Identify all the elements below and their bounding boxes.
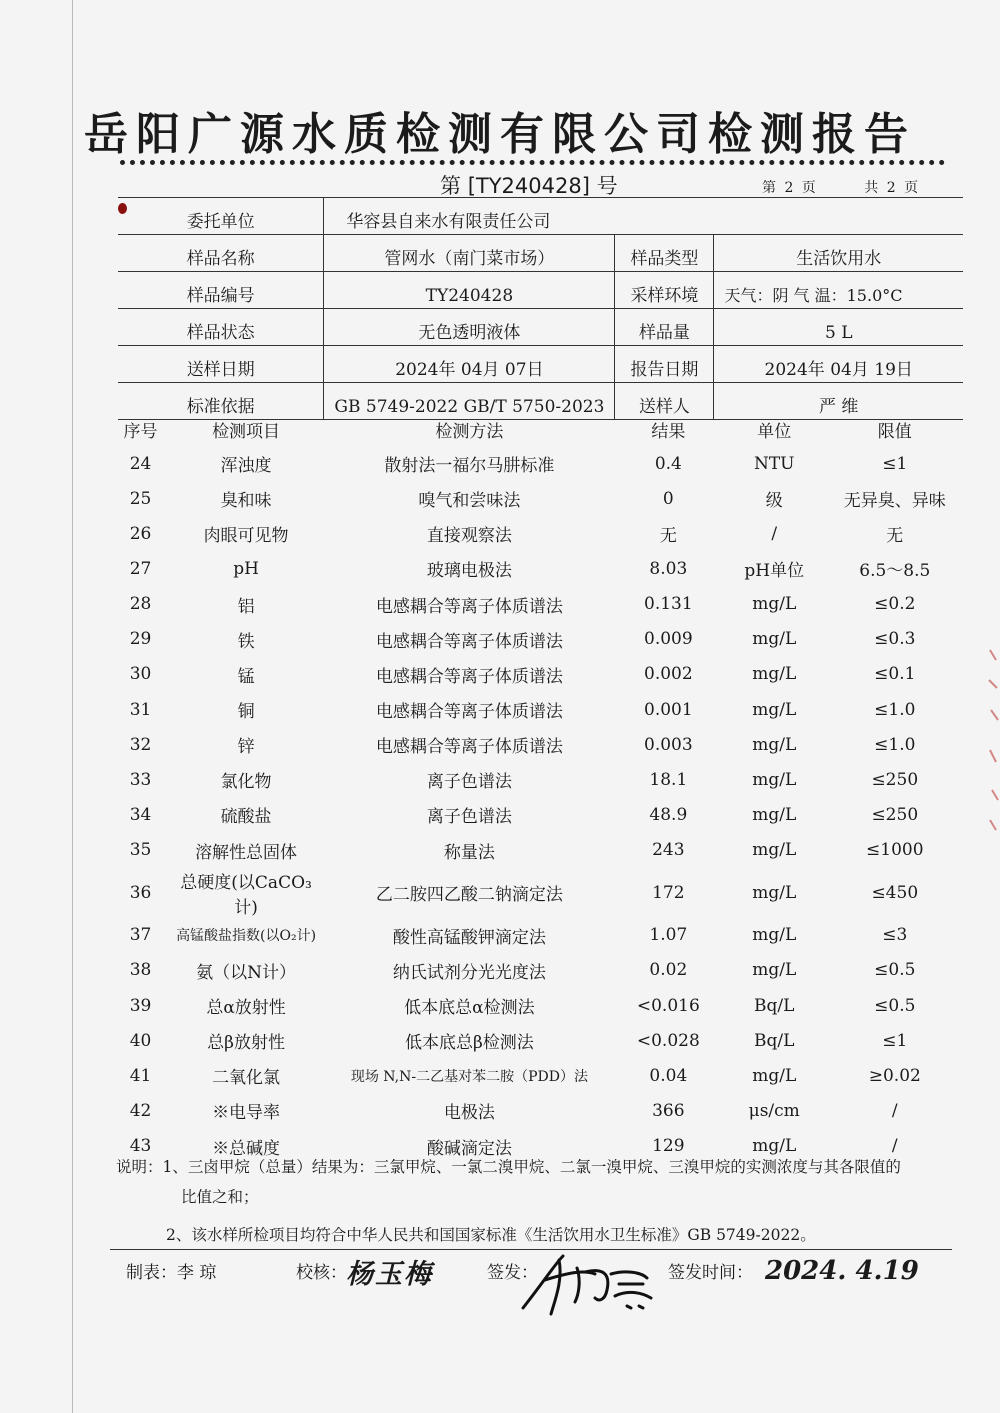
row-result: 0.009 [644,629,693,650]
row-method: 嗅气和尝味法 [418,491,521,512]
row-result: 0.001 [644,699,693,720]
note-2: 2、该水样所检项目均符合中华人民共和国国家标准《生活饮用水卫生标准》GB 5749-2022。 [166,1226,816,1244]
header-item: 检测项目 [212,421,281,442]
row-unit: mg/L [752,699,797,720]
row-method: 酸性高锰酸钾滴定法 [392,927,546,948]
row-result: 0.4 [654,453,682,474]
info-row [118,198,963,235]
row-limit: / [891,1136,898,1157]
notes [116,1152,966,1250]
row-item: 铜 [237,702,255,723]
client-value: 华容县自来水有限责任公司 [324,198,963,235]
row-method: 低本底总α检测法 [404,998,535,1019]
header-limit: 限值 [877,421,912,442]
sender-label: 送样人 [615,383,714,420]
row-limit: 无异臭、异味 [843,491,946,512]
row-no: 34 [129,804,152,825]
row-item: 总β放射性 [207,1033,285,1054]
table-row [110,868,960,918]
send-date-value: 2024年 04月 07日 [324,346,615,383]
table-row [110,833,960,868]
row-unit: / [771,523,778,544]
row-item: 臭和味 [220,491,272,512]
row-limit: ≤250 [871,804,919,825]
row-no: 42 [129,1100,152,1121]
sample-info-table [118,197,963,420]
row-result: 0.002 [644,664,693,685]
row-unit: mg/L [752,882,797,903]
row-limit: ≤0.3 [874,629,916,650]
row-item: 肉眼可见物 [203,526,289,547]
row-item: 氨（以N计） [196,962,296,983]
row-unit: Bq/L [754,995,795,1016]
issuer-signature-icon [515,1250,665,1320]
row-limit: 无 [886,526,904,547]
report-date-value: 2024年 04月 19日 [714,346,963,383]
row-method: 直接观察法 [426,526,512,547]
table-row [110,727,960,762]
row-item: 铁 [237,631,255,652]
row-method: 离子色谱法 [426,772,512,793]
env-value: 天气：阴 气 温：15.0°C [714,272,963,309]
row-item: pH [233,558,259,579]
row-no: 29 [129,629,152,650]
table-row [110,587,960,622]
row-unit: mg/L [752,1065,797,1086]
issue-date-handwritten: 2024. 4.19 [765,1256,919,1286]
report-date-label: 报告日期 [615,346,714,383]
row-item: 硫酸盐 [220,807,272,828]
prepared-value: 李 琼 [177,1263,217,1283]
row-result: 0.02 [649,960,688,981]
row-result: 48.9 [649,804,688,825]
row-method: 离子色谱法 [426,807,512,828]
doc-suffix: 号 [596,174,618,198]
row-result: <0.016 [636,995,700,1016]
results-body [110,446,960,1164]
row-method: 电极法 [443,1103,495,1124]
row-no: 33 [129,769,152,790]
row-method: 酸碱滴定法 [426,1138,512,1159]
row-no: 43 [129,1136,152,1157]
row-method: 玻璃电极法 [426,561,512,582]
row-no: 24 [129,453,152,474]
row-no: 31 [129,699,152,720]
row-limit: ≤0.5 [874,995,916,1016]
row-method: 低本底总β检测法 [404,1033,534,1054]
row-limit: ≤1 [882,453,908,474]
row-no: 37 [129,925,152,946]
table-row [110,953,960,988]
info-row [118,346,963,383]
table-row [110,1058,960,1093]
page-indicator [762,177,920,197]
table-row [110,762,960,797]
row-no: 35 [129,840,152,861]
results-header-row [110,412,960,446]
info-row [118,309,963,346]
row-no: 41 [129,1065,152,1086]
client-label: 委托单位 [118,198,324,235]
row-method: 电感耦合等离子体质谱法 [375,737,563,758]
seal-edge-icon [986,640,1000,840]
row-unit: mg/L [752,925,797,946]
row-item: ※总碱度 [212,1138,281,1159]
row-unit: mg/L [752,840,797,861]
results-table [110,412,960,1164]
row-unit: 级 [765,491,783,512]
state-label: 样品状态 [118,309,324,346]
row-item: 总α放射性 [206,998,286,1019]
row-limit: ≤1.0 [874,699,916,720]
prepared-label: 制表： [126,1263,177,1283]
row-method: 电感耦合等离子体质谱法 [375,666,563,687]
state-value: 无色透明液体 [324,309,615,346]
qty-value: 5 L [714,309,963,346]
sample-name-value: 管网水（南门菜市场） [324,235,615,272]
row-limit: ≤450 [871,882,919,903]
table-row [110,551,960,586]
row-result: 0.131 [644,594,693,615]
row-limit: / [891,1100,898,1121]
row-method: 现场 N,N-二乙基对苯二胺（PDD）法 [350,1068,588,1085]
table-row [110,1023,960,1058]
row-item: 溶解性总固体 [195,842,298,863]
note-1: 说明：1、三卤甲烷（总量）结果为：三氯甲烷、一氯二溴甲烷、二氯一溴甲烷、三溴甲烷的实测浓度与其各限值的 [116,1158,901,1176]
row-limit: ≤0.1 [874,664,916,685]
row-unit: μs/cm [748,1100,800,1121]
row-result: <0.028 [636,1030,700,1051]
row-result: 无 [659,526,677,547]
table-row [110,622,960,657]
issue-date-label: 签发时间： [668,1263,753,1283]
row-method: 电感耦合等离子体质谱法 [375,702,563,723]
row-result: 243 [652,840,685,861]
issued-label: 签发： [487,1263,538,1283]
row-no: 32 [129,734,152,755]
row-item: 总硬度(以CaCO₃计) [180,872,312,918]
table-row [110,692,960,727]
sample-no-label: 样品编号 [118,272,324,309]
row-limit: ≤1000 [866,840,924,861]
row-result: 18.1 [649,769,688,790]
row-item: 铝 [237,596,255,617]
row-item: 浑浊度 [220,456,272,477]
info-row [118,272,963,309]
table-row [110,446,960,481]
row-limit: ≤1 [882,1030,908,1051]
row-no: 27 [129,558,152,579]
env-label: 采样环境 [615,272,714,309]
row-result: 366 [652,1100,685,1121]
standard-value: GB 5749-2022 GB/T 5750-2023 [324,383,615,420]
report-title: 岳阳广源水质检测有限公司检测报告 [84,109,916,160]
row-no: 26 [129,523,152,544]
sample-no-value: TY240428 [324,272,615,309]
sample-type-value: 生活饮用水 [714,235,963,272]
row-result: 0.04 [649,1065,688,1086]
standard-label: 标准依据 [118,383,324,420]
header-result: 结果 [651,421,686,442]
row-unit: mg/L [752,804,797,825]
doc-prefix: 第 [440,174,461,198]
prepared-by [126,1258,216,1283]
row-unit: mg/L [752,734,797,755]
table-row [110,1093,960,1128]
row-unit: mg/L [752,960,797,981]
title-dotted-divider [120,160,945,165]
row-result: 172 [652,882,685,903]
row-unit: mg/L [752,769,797,790]
row-no: 39 [129,995,152,1016]
row-method: 电感耦合等离子体质谱法 [375,596,563,617]
row-result: 8.03 [649,558,688,579]
document-number [440,170,618,200]
row-result: 1.07 [649,925,688,946]
qty-label: 样品量 [615,309,714,346]
row-item: 锌 [237,737,255,758]
sender-value: 严 维 [714,383,963,420]
row-method: 散射法一福尔马肼标准 [384,456,555,477]
row-result: 129 [652,1136,685,1157]
doc-number-value: [TY240428] [467,174,590,198]
row-limit: ≤0.5 [874,960,916,981]
page-current: 第 2 页 [762,180,818,196]
header-method: 检测方法 [435,421,504,442]
table-row [110,657,960,692]
table-row [110,918,960,953]
header-unit: 单位 [757,421,792,442]
row-result: 0 [662,488,674,509]
row-unit: mg/L [752,629,797,650]
row-item: 锰 [237,666,255,687]
row-unit: NTU [753,453,795,474]
row-unit: mg/L [752,664,797,685]
table-row [110,516,960,551]
reviewed-by [296,1258,347,1283]
row-unit: Bq/L [754,1030,795,1051]
table-row [110,797,960,832]
send-date-label: 送样日期 [118,346,324,383]
table-row [110,481,960,516]
note-1-continued: 比值之和； [181,1188,259,1206]
issue-date [668,1258,753,1283]
row-limit: ≤3 [882,925,908,946]
row-no: 40 [129,1030,152,1051]
row-limit: ≥0.02 [868,1065,921,1086]
row-no: 38 [129,960,152,981]
row-method: 称量法 [443,842,495,863]
row-item: ※电导率 [212,1103,281,1124]
row-limit: ≤1.0 [874,734,916,755]
row-method: 纳氏试剂分光光度法 [392,962,546,983]
row-item: 高锰酸盐指数(以O₂计) [176,928,317,945]
row-limit: 6.5～8.5 [859,561,931,582]
row-method: 乙二胺四乙酸二钠滴定法 [375,885,563,906]
page-total: 共 2 页 [864,180,921,196]
row-unit: pH单位 [744,561,805,582]
row-no: 28 [129,594,152,615]
row-limit: ≤250 [871,769,919,790]
row-no: 30 [129,664,152,685]
row-method: 电感耦合等离子体质谱法 [375,631,563,652]
page-fold-line [72,0,73,1413]
row-unit: mg/L [752,1136,797,1157]
row-result: 0.003 [644,734,693,755]
info-row [118,235,963,272]
reviewed-label: 校核： [296,1263,347,1283]
sample-name-label: 样品名称 [118,235,324,272]
table-row [110,988,960,1023]
header-no: 序号 [123,421,158,442]
row-no: 36 [129,882,152,903]
row-item: 氯化物 [220,772,272,793]
row-unit: mg/L [752,594,797,615]
reviewer-signature: 杨玉梅 [346,1259,433,1290]
sample-type-label: 样品类型 [615,235,714,272]
row-limit: ≤0.2 [874,594,916,615]
row-item: 二氧化氯 [212,1068,281,1089]
row-no: 25 [129,488,152,509]
